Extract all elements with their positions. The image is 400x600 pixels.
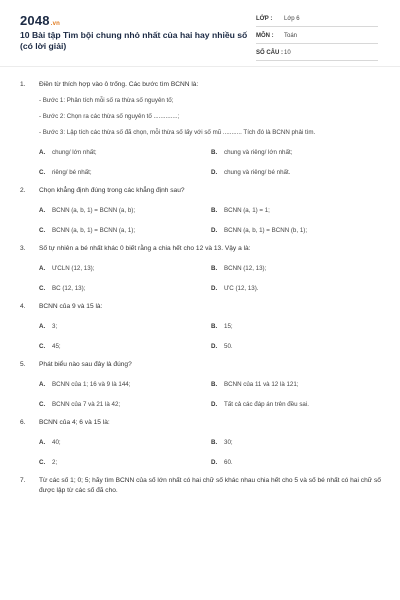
answer-options <box>0 439 400 467</box>
meta-panel <box>256 12 378 63</box>
meta-value: Lớp 6 <box>284 16 300 22</box>
option-text: BCNN của 7 và 21 là 42; <box>52 401 121 408</box>
option-letter: C. <box>39 401 46 408</box>
option-letter: D. <box>211 459 218 466</box>
meta-row <box>256 46 378 61</box>
option-letter: B. <box>211 323 218 330</box>
option-letter: A. <box>39 381 46 388</box>
option-letter: D. <box>211 227 218 234</box>
question-header <box>0 80 400 90</box>
question-number: 4. <box>20 303 26 310</box>
site-logo[interactable] <box>20 13 60 28</box>
question-step-line: - Bước 2: Chọn ra các thừa số nguyên tố ..............; <box>39 113 180 120</box>
answer-option[interactable] <box>211 227 383 235</box>
header-divider <box>0 66 400 67</box>
answer-option[interactable] <box>39 169 211 177</box>
answer-options <box>0 207 400 235</box>
question-number: 6. <box>20 419 26 426</box>
option-text: chung và riêng/ lớn nhất; <box>224 149 293 156</box>
question-item <box>0 80 400 177</box>
question-header <box>0 418 400 428</box>
answer-option[interactable] <box>39 285 211 293</box>
option-text: BCNN (a, b, 1) = BCNN (a, b); <box>52 207 136 214</box>
option-text: ƯC (12, 13). <box>224 285 259 292</box>
option-text: BCNN (12, 13); <box>224 265 267 272</box>
option-text: BCNN của 1; 16 và 9 là 144; <box>52 381 131 388</box>
answer-option[interactable] <box>39 227 211 235</box>
question-header <box>0 186 400 196</box>
question-item <box>0 244 400 293</box>
logo-suffix: .vn <box>50 21 61 27</box>
question-text: Phát biểu nào sau đây là đúng? <box>39 361 132 368</box>
option-letter: D. <box>211 285 218 292</box>
header <box>0 0 400 62</box>
option-text: 50. <box>224 343 233 350</box>
option-letter: B. <box>211 149 218 156</box>
answer-option[interactable] <box>39 439 211 447</box>
question-text: Chọn khẳng định đúng trong các khẳng định sau? <box>39 187 185 194</box>
document-title: 10 Bài tập Tìm bội chung nhỏ nhất của hai hay nhiều số (có lời giải) <box>20 30 248 51</box>
option-letter: A. <box>39 207 46 214</box>
option-letter: C. <box>39 343 46 350</box>
option-text: 3; <box>52 323 58 330</box>
question-number: 3. <box>20 245 26 252</box>
option-text: 45; <box>52 343 61 350</box>
answer-options <box>0 265 400 293</box>
option-letter: A. <box>39 323 46 330</box>
question-step-line: - Bước 3: Lập tích các thừa số đã chọn, mỗi thừa số lấy với số mũ ........... Tích đó là BCNN phải tìm. <box>39 129 316 136</box>
option-text: BCNN (a, b, 1) = BCNN (a, 1); <box>52 227 136 234</box>
option-letter: B. <box>211 207 218 214</box>
question-body <box>0 96 365 138</box>
question-text: BCNN của 4; 6 và 15 là: <box>39 419 110 426</box>
question-item <box>0 186 400 235</box>
logo-main: 2048 <box>20 13 50 28</box>
question-number: 5. <box>20 361 26 368</box>
option-letter: C. <box>39 169 46 176</box>
answer-option[interactable] <box>211 265 383 273</box>
answer-option[interactable] <box>211 323 383 331</box>
answer-option[interactable] <box>39 207 211 215</box>
question-header <box>0 360 400 370</box>
answer-option[interactable] <box>211 381 383 389</box>
question-text: Từ các số 1; 0; 5; hãy tìm BCNN của số lớn nhất có hai chữ số khác nhau chia hết cho 5 và số bé nhất có hai chữ số được lập từ các số đã cho. <box>39 477 381 494</box>
option-letter: B. <box>211 439 218 446</box>
meta-row <box>256 12 378 27</box>
meta-row <box>256 29 378 44</box>
meta-label: MÔN : <box>256 33 274 39</box>
option-text: chung và riêng/ bé nhất. <box>224 169 291 176</box>
option-text: ƯCLN (12, 13); <box>52 265 95 272</box>
question-text: Điền từ thích hợp vào ô trống. Các bước tìm BCNN là: <box>39 81 199 88</box>
option-letter: D. <box>211 169 218 176</box>
option-text: BCNN của 11 và 12 là 121; <box>224 381 299 388</box>
question-header <box>0 244 400 254</box>
option-letter: C. <box>39 227 46 234</box>
answer-options <box>0 381 400 409</box>
answer-option[interactable] <box>211 285 383 293</box>
question-number: 1. <box>20 81 26 88</box>
option-text: 30; <box>224 439 233 446</box>
answer-option[interactable] <box>211 169 383 177</box>
answer-option[interactable] <box>211 401 383 409</box>
option-text: BCNN (a, b, 1) = BCNN (b, 1); <box>224 227 308 234</box>
question-item <box>0 360 400 409</box>
page-bottom-fade <box>0 590 400 600</box>
question-number: 7. <box>20 477 26 484</box>
meta-label: LỚP : <box>256 16 273 22</box>
answer-option[interactable] <box>39 459 211 467</box>
option-text: Tất cả các đáp án trên đều sai. <box>224 401 309 408</box>
answer-option[interactable] <box>211 207 383 215</box>
option-letter: C. <box>39 459 46 466</box>
option-text: BCNN (a, 1) = 1; <box>224 207 270 214</box>
option-letter: A. <box>39 265 46 272</box>
option-text: 40; <box>52 439 61 446</box>
option-text: riêng/ bé nhất; <box>52 169 92 176</box>
question-number: 2. <box>20 187 26 194</box>
option-letter: C. <box>39 285 46 292</box>
meta-value: 10 <box>284 50 291 56</box>
question-header <box>0 302 400 312</box>
question-step-line: - Bước 1: Phân tích mỗi số ra thừa số nguyên tố; <box>39 97 174 104</box>
answer-options <box>0 323 400 351</box>
option-text: BC (12, 13); <box>52 285 86 292</box>
question-text: BCNN của 9 và 15 là: <box>39 303 103 310</box>
meta-label: SỐ CÂU : <box>256 50 283 56</box>
answer-option[interactable] <box>211 149 383 157</box>
answer-option[interactable] <box>211 439 383 447</box>
answer-option[interactable] <box>39 323 211 331</box>
question-item <box>0 302 400 351</box>
question-header <box>0 476 400 496</box>
option-letter: B. <box>211 265 218 272</box>
option-text: 60. <box>224 459 233 466</box>
answer-options <box>0 149 400 177</box>
answer-option[interactable] <box>39 401 211 409</box>
option-text: 15; <box>224 323 233 330</box>
answer-option[interactable] <box>211 343 383 351</box>
answer-option[interactable] <box>211 459 383 467</box>
meta-value: Toán <box>284 33 298 39</box>
answer-option[interactable] <box>39 381 211 389</box>
option-text: 2; <box>52 459 58 466</box>
question-list <box>0 80 400 505</box>
option-letter: A. <box>39 439 46 446</box>
answer-option[interactable] <box>39 149 211 157</box>
question-text: Số tự nhiên a bé nhất khác 0 biết rằng a chia hết cho 12 và 13. Vậy a là: <box>39 245 251 252</box>
answer-option[interactable] <box>39 265 211 273</box>
option-letter: A. <box>39 149 46 156</box>
question-item <box>0 476 400 496</box>
answer-option[interactable] <box>39 343 211 351</box>
question-item <box>0 418 400 467</box>
option-letter: D. <box>211 401 218 408</box>
option-letter: D. <box>211 343 218 350</box>
option-letter: B. <box>211 381 218 388</box>
option-text: chung/ lớn nhất; <box>52 149 97 156</box>
